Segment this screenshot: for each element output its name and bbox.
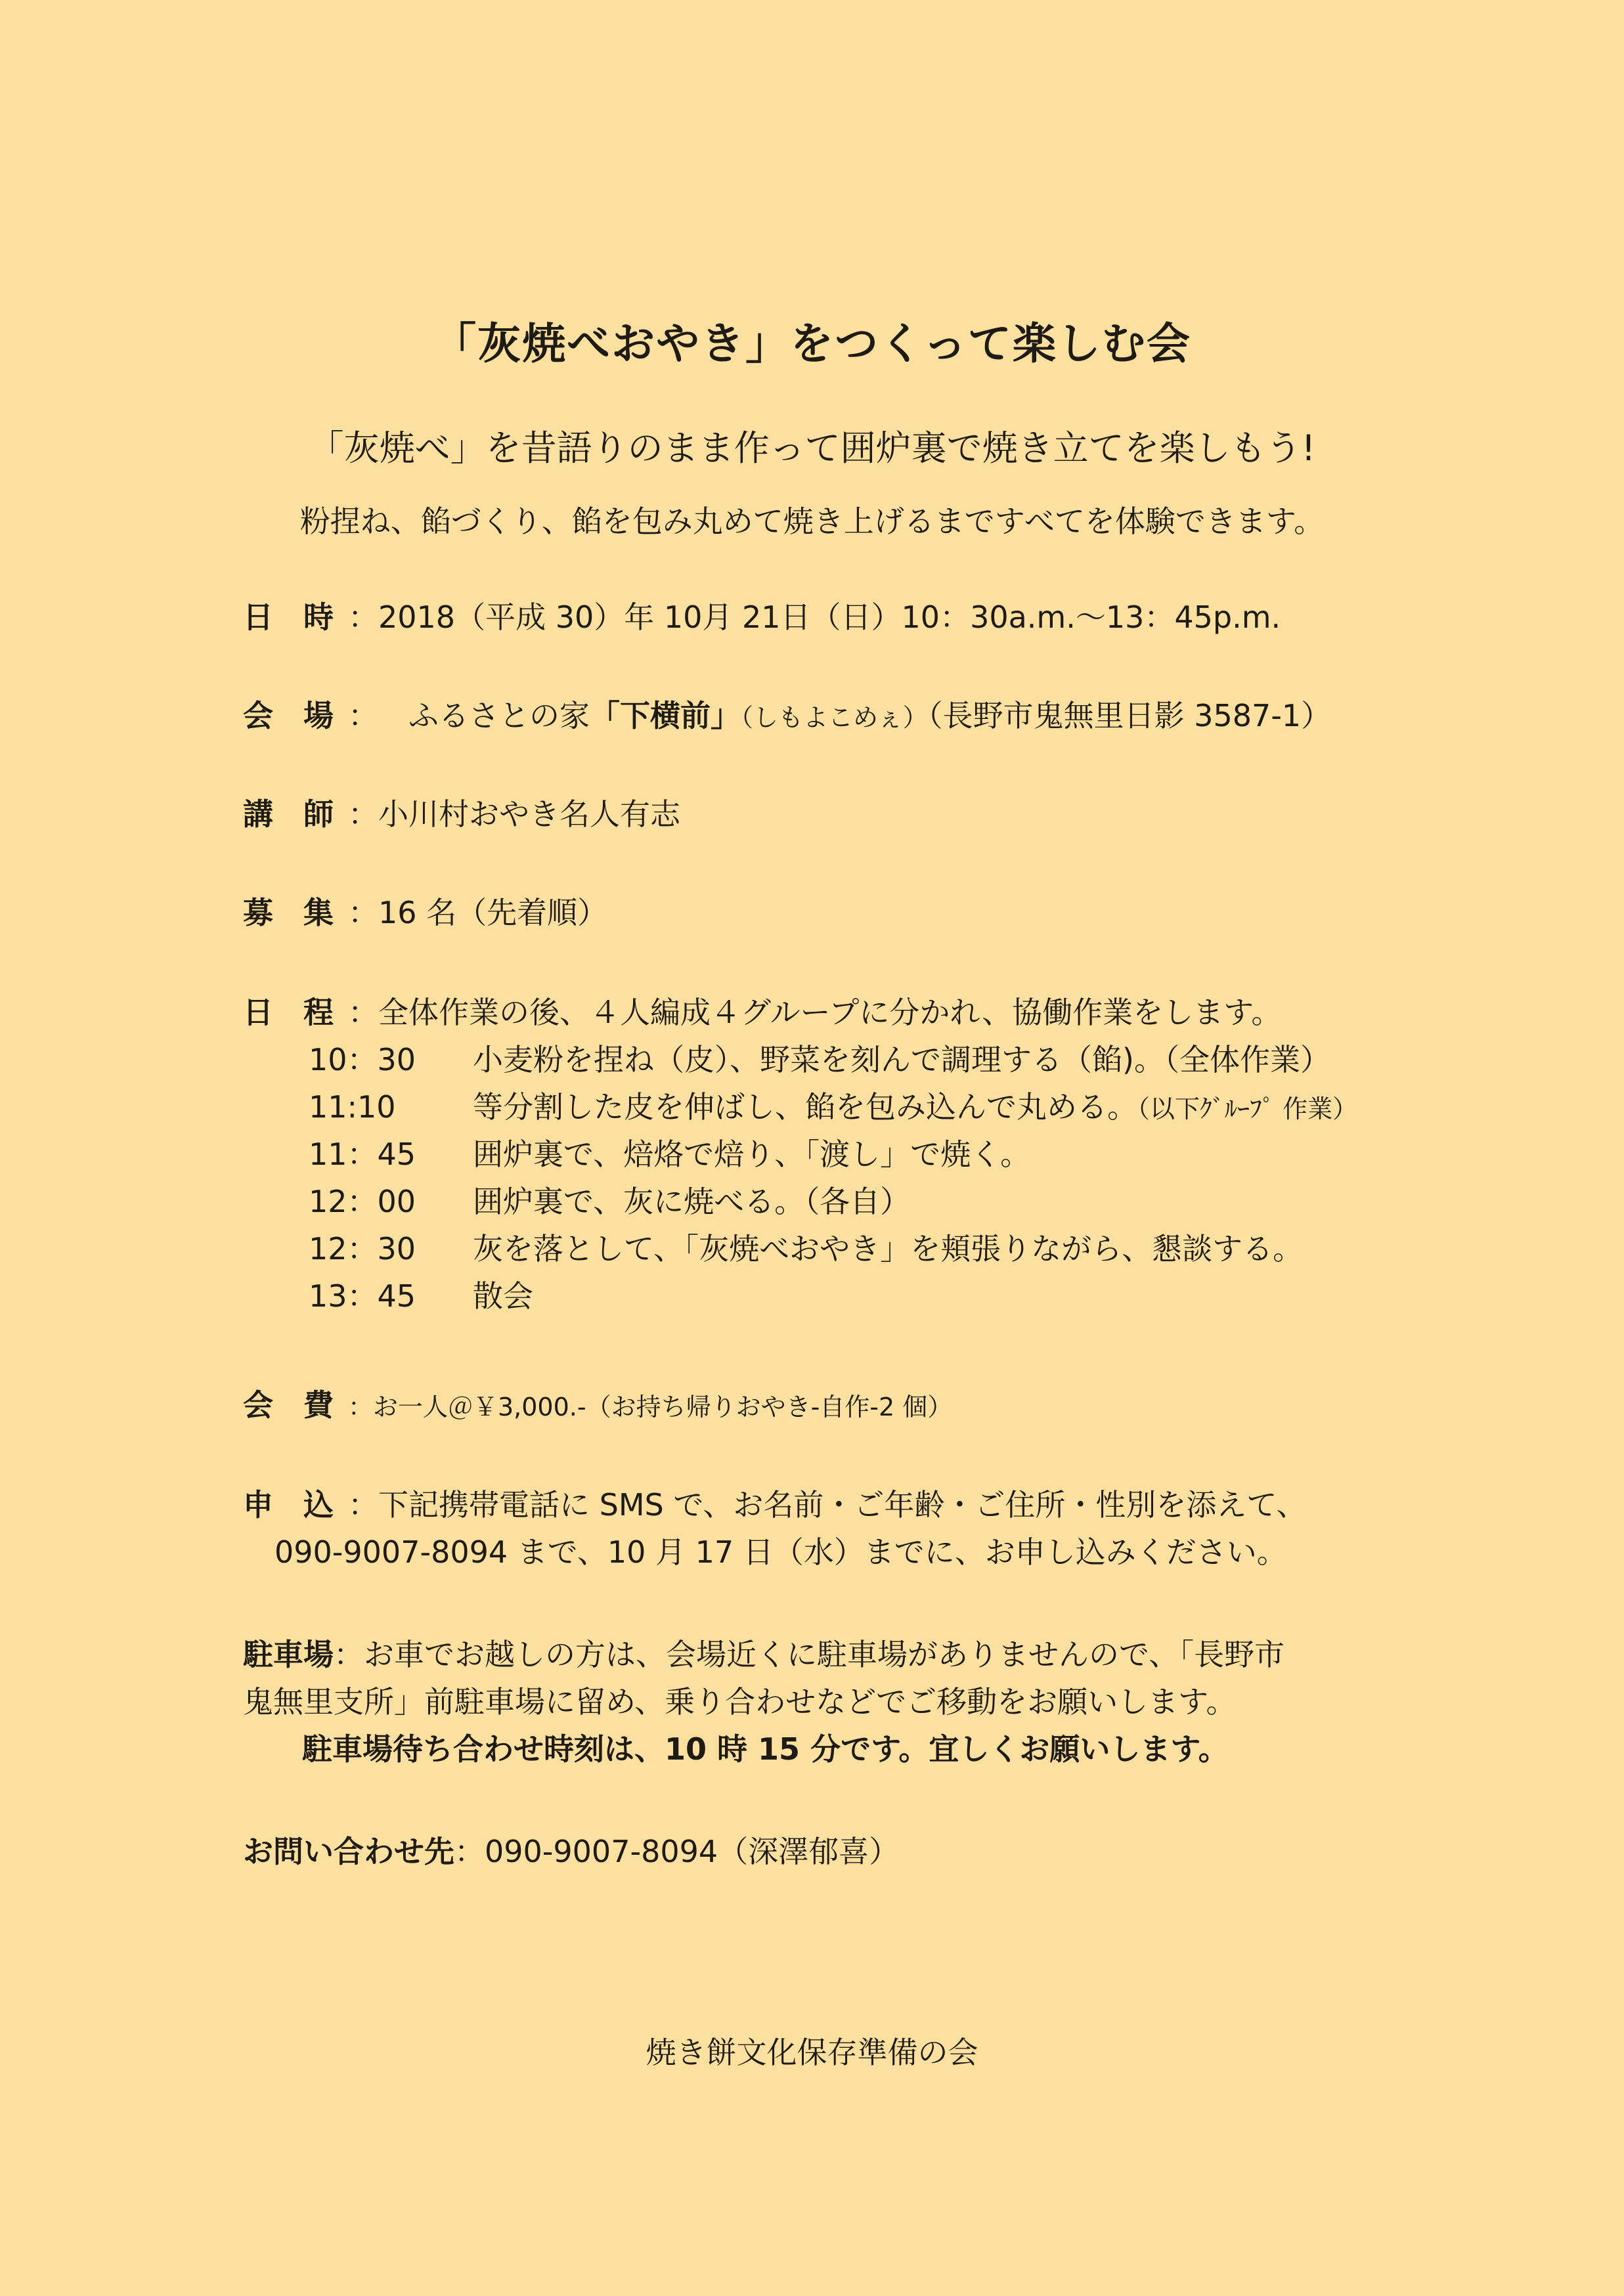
event-subtitle: 「灰焼べ」を昔語りのまま作って囲炉裏で焼き立てを楽しもう! xyxy=(308,427,1316,469)
venue-address: （長野市鬼無里日影 3587-1） xyxy=(927,698,1332,733)
contact-label: お問い合わせ先 xyxy=(243,1834,454,1869)
apply-row xyxy=(243,1485,1307,1525)
parking-line3: 駐車場待ち合わせ時刻は、10 時 15 分です。宜しくお願いします。 xyxy=(302,1731,1229,1767)
venue-sep: ： xyxy=(348,698,378,733)
schedule-text: 小麦粉を捏ね（皮）、野菜を刻んで調理する（餡)。（全体作業） xyxy=(473,1042,1330,1077)
date-value: ：2018（平成 30）年 10月 21日（日）10：30a.m.～13：45p.m. xyxy=(348,599,1281,635)
schedule-text: 散会 xyxy=(473,1278,533,1314)
apply-label: 申 込 xyxy=(243,1487,334,1523)
schedule-item xyxy=(309,1276,533,1316)
date-label: 日 時 xyxy=(243,599,334,635)
schedule-time: 12：30 xyxy=(309,1231,416,1267)
fee-label: 会 費 xyxy=(243,1387,334,1423)
venue-reading: （しもよこめぇ） xyxy=(741,703,928,732)
schedule-text: 等分割した皮を伸ばし、餡を包み込んで丸める。 xyxy=(473,1089,1137,1125)
date-row xyxy=(243,597,1281,637)
apply-line1: ：下記携帯電話に SMS で、お名前・ご年齢・ご住所・性別を添えて、 xyxy=(348,1487,1307,1523)
instructor-value: ：小川村おやき名人有志 xyxy=(348,796,680,832)
parking-line1: ：お車でお越しの方は、会場近くに駐車場がありませんので、「長野市 xyxy=(334,1637,1285,1672)
schedule-item xyxy=(309,1040,1330,1079)
schedule-row xyxy=(243,993,1281,1032)
instructor-row xyxy=(243,794,680,834)
contact-value: ：090-9007-8094（深澤郁喜） xyxy=(454,1834,900,1869)
schedule-time: 13：45 xyxy=(309,1278,416,1314)
schedule-item xyxy=(309,1229,1303,1268)
schedule-label: 日 程 xyxy=(243,995,334,1030)
schedule-item xyxy=(309,1135,1030,1174)
schedule-text: 灰を落として、「灰焼べおやき」を頬張りながら、懇談する。 xyxy=(473,1231,1304,1267)
contact-row xyxy=(243,1832,899,1871)
fee-value: ：お一人＠￥3,000.-（お持ち帰りおやき-自作-2 個） xyxy=(348,1393,953,1421)
schedule-time: 10：30 xyxy=(309,1042,416,1077)
parking-row xyxy=(243,1635,1284,1674)
venue-row xyxy=(243,696,1331,737)
schedule-item xyxy=(309,1182,910,1221)
organizer: 焼き餅文化保存準備の会 xyxy=(646,2035,978,2070)
schedule-intro: ：全体作業の後、４人編成４グループに分かれ、協働作業をします。 xyxy=(348,995,1282,1030)
schedule-item xyxy=(309,1087,1357,1129)
recruit-value: ：16 名（先着順） xyxy=(348,895,608,930)
schedule-note: （以下ｸﾞﾙｰﾌﾟ 作業） xyxy=(1137,1094,1358,1123)
schedule-time: 12：00 xyxy=(309,1184,416,1219)
recruit-row xyxy=(243,893,607,932)
venue-name-prefix: ふるさとの家 xyxy=(408,698,590,733)
instructor-label: 講 師 xyxy=(243,796,334,832)
venue-label: 会 場 xyxy=(243,698,334,733)
fee-row xyxy=(243,1385,952,1427)
parking-label: 駐車場 xyxy=(243,1637,334,1672)
parking-line2: 鬼無里支所」前駐車場に留め、乗り合わせなどでご移動をお願いします。 xyxy=(243,1684,1237,1720)
schedule-text: 囲炉裏で、焙烙で焙り、「渡し」で焼く。 xyxy=(473,1137,1031,1172)
event-intro: 粉捏ね、餡づくり、餡を包み丸めて焼き上げるまですべてを体験できます。 xyxy=(299,504,1325,539)
event-title: 「灰焼べおやき」をつくって楽しむ会 xyxy=(433,318,1191,369)
schedule-time: 11:10 xyxy=(309,1089,396,1125)
recruit-label: 募 集 xyxy=(243,895,334,930)
venue-name: 「下横前」 xyxy=(590,698,741,733)
schedule-text: 囲炉裏で、灰に焼べる。（各自） xyxy=(473,1184,911,1219)
schedule-time: 11：45 xyxy=(309,1137,416,1172)
apply-line2: 090-9007-8094 まで、10 月 17 日（水）までに、お申し込みください。 xyxy=(274,1534,1287,1570)
